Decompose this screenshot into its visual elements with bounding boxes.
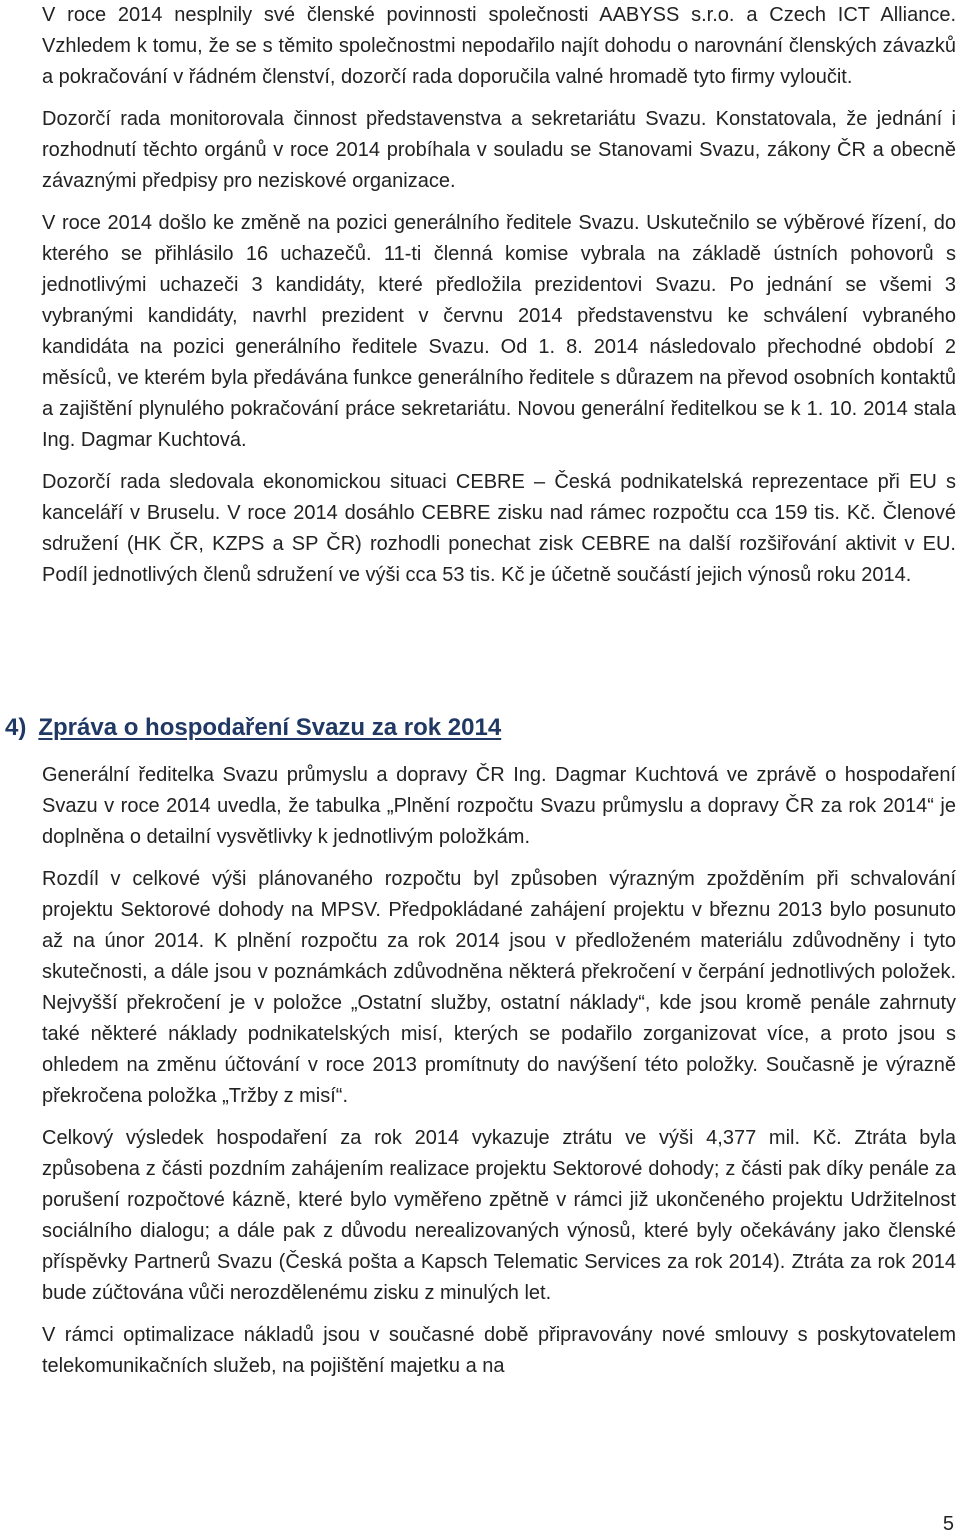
page-number: 5 [942,1513,954,1535]
text-column-section-4 [42,760,956,1382]
paragraph-membership: V roce 2014 nesplnily své členské povinnosti společnosti AABYSS s.r.o. a Czech ICT Alliance. Vzhledem k tomu, že se s těmito společnostmi nepodařilo najít dohodu o narovnání členských závazků a pokračování v řádném členství, dozorčí rada doporučila valné hromadě tyto firmy vyloučit. [42,4,956,88]
paragraph-cost-optimization: V rámci optimalizace nákladů jsou v současné době připravovány nové smlouvy s poskytovatelem telekomunikačních služeb, na pojištění majetku a na [42,1324,956,1377]
section-heading [5,710,905,746]
paragraph-board-monitoring: Dozorčí rada monitorovala činnost představenstva a sekretariátu Svazu. Konstatovala, že jednání i rozhodnutí těchto orgánů v roce 2014 probíhala v souladu se Stanovami Svazu, zákony ČR a obecně závaznými předpisy pro neziskové organizace. [42,108,956,192]
paragraph-director-change: V roce 2014 došlo ke změně na pozici generálního ředitele Svazu. Uskutečnilo se výběrové řízení, do kterého se přihlásilo 16 uchazečů. 11-ti členná komise vybrala na základě ústních pohovorů s jednotlivými uchazeči 3 kandidáty, které předložila prezidentovi Svazu. Po jednání se všemi 3 vybranými kandidáty, navrhl prezident v červnu 2014 představenstvu ke schválení vybraného kandidáta na pozici generálního ředitele Svazu. Od 1. 8. 2014 následovalo přechodné období 2 měsíců, ve kterém byla předávána funkce generálního ředitele s důrazem na převod osobních kontaktů a zajištění plynulého pokračování práce sekretariátu. Novou generální ředitelkou se k 1. 10. 2014 stala Ing. Dagmar Kuchtová. [42,212,956,451]
paragraph-cebre: Dozorčí rada sledovala ekonomickou situaci CEBRE – Česká podnikatelská reprezentace při EU s kanceláří v Bruselu. V roce 2014 dosáhlo CEBRE zisku nad rámec rozpočtu cca 159 tis. Kč. Členové sdružení (HK ČR, KZPS a SP ČR) rozhodli ponechat zisk CEBRE na další rozšiřování aktivit v EU. Podíl jednotlivých členů sdružení ve výši cca 53 tis. Kč je účetně součástí jejich výnosů roku 2014. [42,471,956,586]
text-column [42,0,956,591]
paragraph-report-intro: Generální ředitelka Svazu průmyslu a dopravy ČR Ing. Dagmar Kuchtová ve zprávě o hospodaření Svazu v roce 2014 uvedla, že tabulka „Plnění rozpočtu Svazu průmyslu a dopravy ČR za rok 2014“ je doplněna o detailní vysvětlivky k jednotlivým položkám. [42,764,956,848]
section-title: Zpráva o hospodaření Svazu za rok 2014 [38,714,502,741]
section-number: 4) [5,714,27,741]
paragraph-loss: Celkový výsledek hospodaření za rok 2014 vykazuje ztrátu ve výši 4,377 mil. Kč. Ztráta byla způsobena z části pozdním zahájením realizace projektu Sektorové dohody; z části pak díky penále za porušení rozpočtové kázně, které bylo vyměřeno zpětně v rámci již ukončeného projektu Udržitelnost sociálního dialogu; a dále pak z důvodu nerealizovaných výnosů, které byly očekávány jako členské příspěvky Partnerů Svazu (Česká pošta a Kapsch Telematic Services za rok 2014). Ztráta za rok 2014 bude zúčtována vůči nerozdělenému zisku z minulých let. [42,1127,956,1304]
paragraph-budget-difference: Rozdíl v celkové výši plánovaného rozpočtu byl způsoben výrazným zpožděním při schvalování projektu Sektorové dohody na MPSV. Předpokládané zahájení projektu v březnu 2013 bylo posunuto až na únor 2014. K plnění rozpočtu za rok 2014 jsou v předloženém materiálu zdůvodněny i tyto skutečnosti, a dále jsou v poznámkách zdůvodněna některá překročení v čerpání jednotlivých položek. Nejvyšší překročení je v položce „Ostatní služby, ostatní náklady“, kde jsou kromě penále zahrnuty také některé náklady podnikatelských misí, kterých se podařilo zorganizovat více, a proto jsou s ohledem na změnu účtování v roce 2013 promítnuty do navýšení této položky. Současně je výrazně překročena položka „Tržby z misí“. [42,868,956,1107]
